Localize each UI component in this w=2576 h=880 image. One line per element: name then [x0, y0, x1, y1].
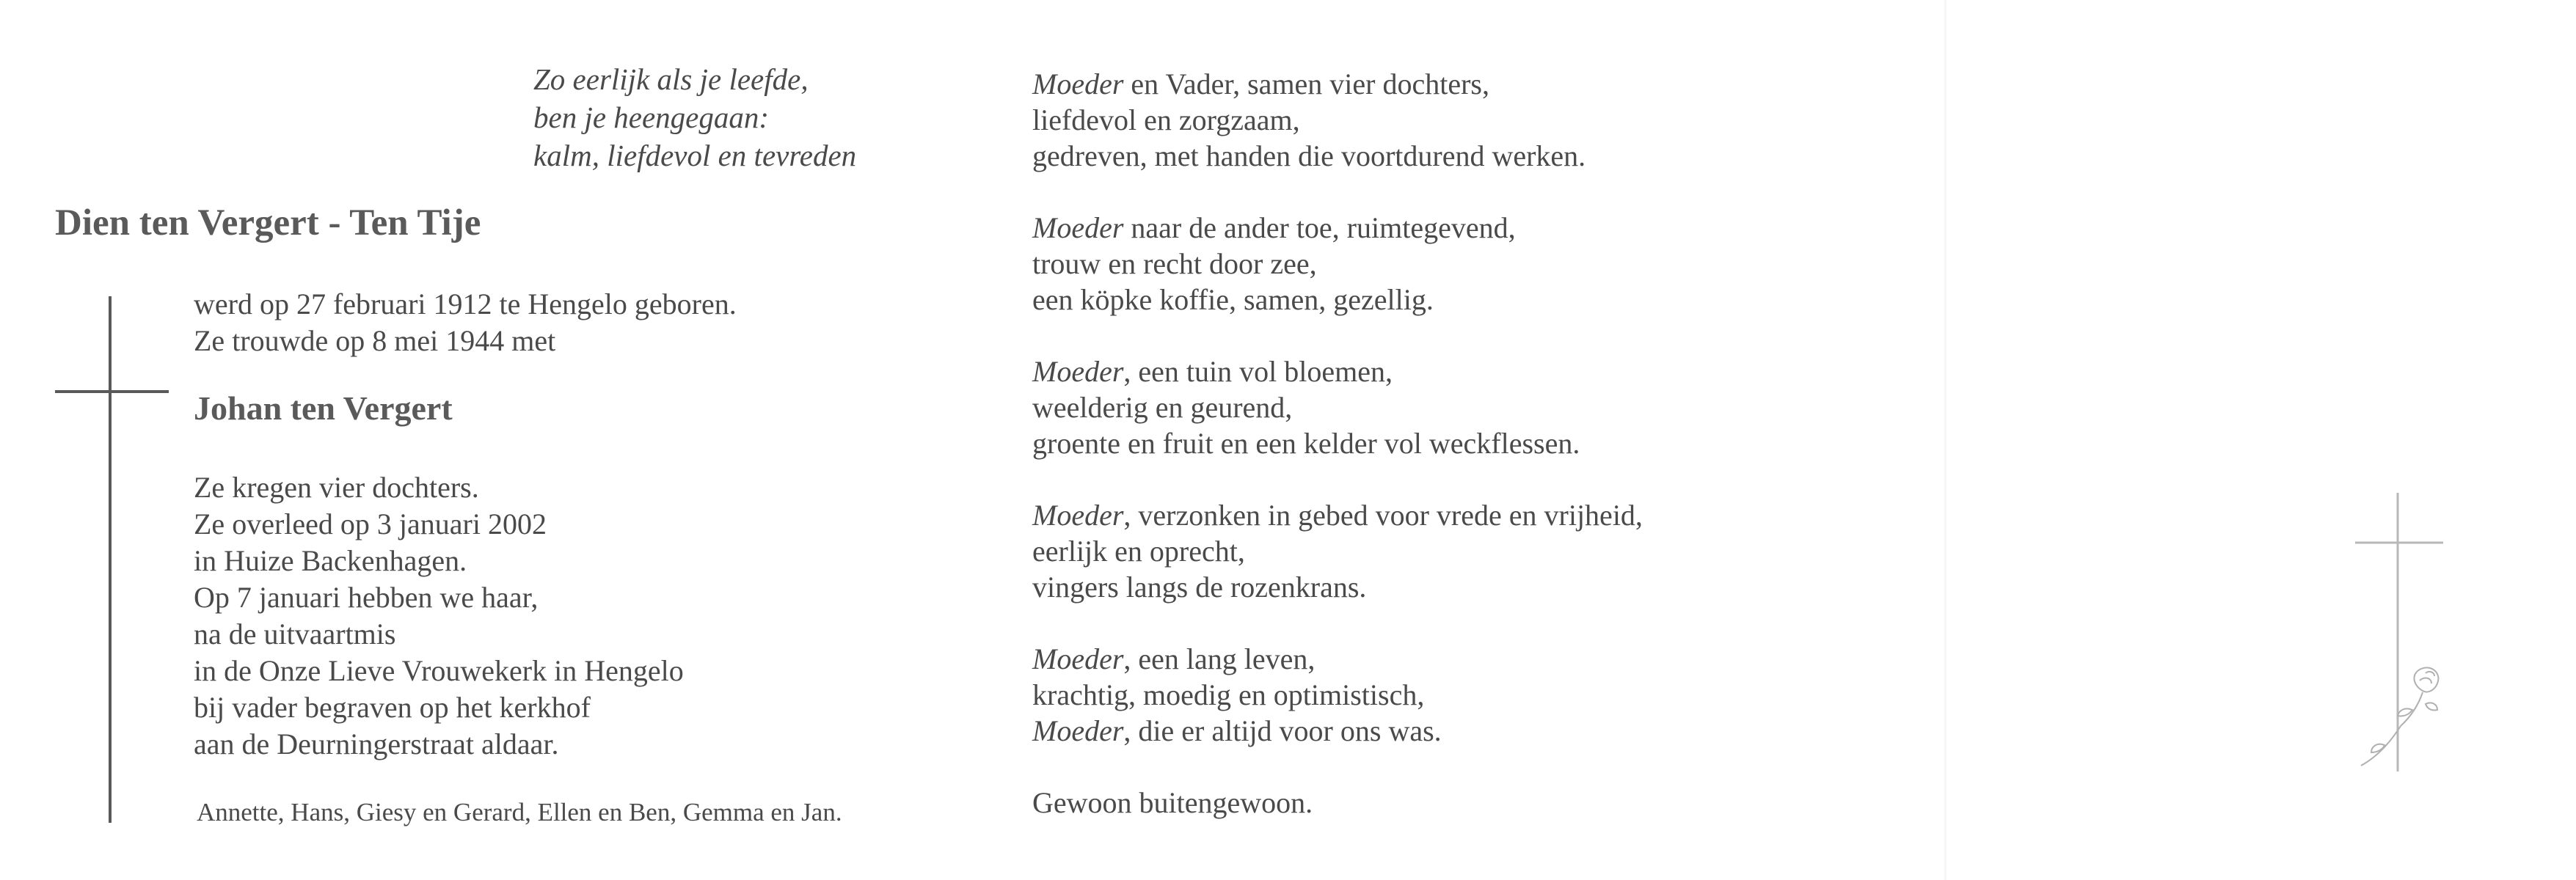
poem-line: eerlijk en oprecht, — [1032, 535, 1245, 568]
poem-closing-line: Gewoon buitengewoon. — [1032, 786, 1313, 819]
poem-line-rest: , die er altijd voor ons was. — [1123, 714, 1442, 747]
poem-line-rest: , een tuin vol bloemen, — [1123, 355, 1393, 388]
bio-line: Ze trouwde op 8 mei 1944 met — [194, 324, 556, 357]
epigraph-line: Zo eerlijk als je leefde, — [533, 62, 809, 96]
cross-rose-icon — [2355, 493, 2451, 786]
poem-line — [1032, 641, 1643, 677]
cross-icon-crossbar — [55, 390, 169, 393]
poem-line-rest: naar de ander toe, ruimtegevend, — [1123, 211, 1516, 244]
poem-line — [1032, 66, 1643, 102]
poem-stanza — [1032, 210, 1643, 318]
poem-line — [1032, 353, 1643, 389]
poem-line: gedreven, met handen die voortdurend werken. — [1032, 139, 1586, 172]
poem-line: een köpke koffie, samen, gezellig. — [1032, 283, 1434, 316]
poem-lead-word: Moeder — [1032, 67, 1124, 100]
poem-lead-word: Moeder — [1032, 714, 1124, 747]
poem-line — [1032, 497, 1643, 533]
poem-line: krachtig, moedig en optimistisch, — [1032, 678, 1425, 711]
poem-stanza — [1032, 353, 1643, 461]
poem-stanza — [1032, 66, 1643, 174]
cross-icon — [109, 296, 112, 823]
poem-lead-word: Moeder — [1032, 355, 1124, 388]
poem-line: liefdevol en zorgzaam, — [1032, 103, 1300, 136]
bio-line: in de Onze Lieve Vrouwekerk in Hengelo — [194, 654, 684, 687]
poem-line — [1032, 210, 1643, 246]
poem-line: groente en fruit en een kelder vol weckflessen. — [1032, 427, 1580, 460]
poem-stanza — [1032, 497, 1643, 605]
biography-details — [194, 469, 684, 763]
poem-line: vingers langs de rozenkrans. — [1032, 571, 1367, 604]
poem-line-rest: , verzonken in gebed voor vrede en vrijheid, — [1123, 499, 1643, 532]
bio-line: in Huize Backenhagen. — [194, 544, 467, 577]
bio-line: aan de Deurningerstraat aldaar. — [194, 727, 559, 760]
epigraph-line: kalm, liefdevol en tevreden — [533, 139, 857, 172]
epigraph — [533, 60, 856, 175]
bio-line: bij vader begraven op het kerkhof — [194, 691, 591, 724]
bio-line: Ze overleed op 3 januari 2002 — [194, 507, 547, 540]
poem-lead-word: Moeder — [1032, 642, 1124, 675]
poem-stanza — [1032, 641, 1643, 749]
poem-lead-word: Moeder — [1032, 499, 1124, 532]
poem-line — [1032, 713, 1643, 749]
poem — [1032, 66, 1643, 821]
bio-line: na de uitvaartmis — [194, 617, 396, 650]
biography-intro — [194, 286, 737, 359]
signatories: Annette, Hans, Giesy en Gerard, Ellen en Ben, Gemma en Jan. — [197, 798, 842, 826]
bio-line: Op 7 januari hebben we haar, — [194, 581, 539, 614]
bio-line: Ze kregen vier dochters. — [194, 471, 479, 504]
poem-line-rest: en Vader, samen vier dochters, — [1123, 67, 1489, 100]
epigraph-line: ben je heengegaan: — [533, 100, 770, 134]
poem-line-rest: , een lang leven, — [1123, 642, 1316, 675]
poem-line: trouw en recht door zee, — [1032, 247, 1317, 280]
deceased-name: Dien ten Vergert - Ten Tije — [55, 202, 481, 243]
bio-line: werd op 27 februari 1912 te Hengelo geboren. — [194, 287, 737, 320]
card-fold-line — [1944, 0, 1946, 880]
spouse-name: Johan ten Vergert — [194, 389, 453, 427]
poem-lead-word: Moeder — [1032, 211, 1124, 244]
poem-line: weelderig en geurend, — [1032, 391, 1293, 424]
